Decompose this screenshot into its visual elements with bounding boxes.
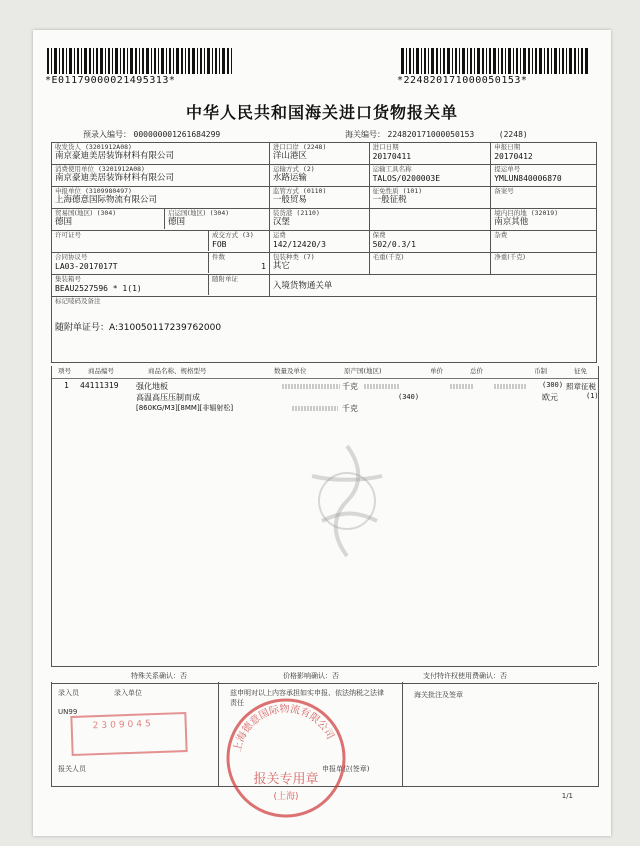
terms-code: (3) bbox=[242, 231, 254, 239]
origin-label: 启运国(地区) bbox=[168, 209, 206, 217]
goods-hs-code: 44111319 bbox=[80, 381, 119, 390]
record-label: 备案号 bbox=[494, 187, 514, 195]
net-label: 净重(千克) bbox=[494, 253, 526, 261]
dest-code: (32019) bbox=[530, 209, 559, 217]
redacted-quantity-2 bbox=[292, 406, 338, 411]
tax-label: 征免性质 bbox=[372, 187, 399, 195]
barcode-right-bars bbox=[401, 48, 589, 74]
customs-number bbox=[345, 129, 528, 140]
goods-exempt: 照章征税 bbox=[566, 382, 596, 391]
barcode-left-text: *E01179000021495313* bbox=[45, 75, 176, 86]
preentry-number bbox=[83, 129, 220, 140]
cell-bl bbox=[491, 165, 597, 187]
cell-empty bbox=[369, 209, 491, 231]
supervision-value: 一般贸易 bbox=[272, 195, 307, 206]
freight-value: 142/12420/3 bbox=[272, 240, 326, 250]
cell-gross bbox=[369, 253, 491, 275]
unit-stamp-label: 申报单位(签章) bbox=[322, 765, 370, 773]
consignee-value: 南京豪迪美居装饰材料有限公司 bbox=[55, 151, 175, 162]
redacted-quantity-1 bbox=[282, 384, 340, 389]
transport-code: (2) bbox=[302, 165, 315, 173]
redacted-total bbox=[494, 384, 526, 389]
cell-dest bbox=[491, 209, 597, 231]
special-relation: 特殊关系确认：否 bbox=[131, 672, 187, 680]
customs-number-label: 海关编号： bbox=[345, 130, 385, 139]
declare-date-value: 20170412 bbox=[494, 152, 533, 162]
freight-label: 运费 bbox=[272, 231, 286, 239]
svg-text:报关专用章: 报关专用章 bbox=[253, 772, 319, 787]
consignee-label: 收发货人 bbox=[55, 143, 81, 151]
attached-doc-number: 随附单证号：A:310050117239762000 bbox=[55, 323, 222, 334]
row-consignee bbox=[52, 143, 597, 165]
package-code: (7) bbox=[302, 253, 315, 261]
row-marks bbox=[52, 297, 597, 363]
document-title: 中华人民共和国海关进口货物报关单 bbox=[185, 103, 458, 122]
license-label: 许可证号 bbox=[55, 231, 81, 239]
cell-transit bbox=[269, 209, 369, 231]
transit-label: 装货港 bbox=[272, 209, 293, 217]
marks-label: 标记唛码及备注 bbox=[55, 297, 101, 305]
goods-spec-2: [860KG/M3][8MM][非辐射松] bbox=[136, 404, 234, 412]
cell-tax bbox=[369, 187, 491, 209]
insurance-value: 502/0.3/1 bbox=[372, 240, 416, 250]
goods-section bbox=[51, 366, 599, 666]
barcode-right bbox=[401, 48, 589, 74]
cell-container-docs bbox=[52, 275, 270, 297]
customs-code: (2248) bbox=[498, 130, 528, 139]
cell-agent bbox=[52, 187, 270, 209]
vessel-value: TALOS/0200003E bbox=[372, 174, 441, 184]
cell-license bbox=[52, 231, 209, 251]
goods-header-name: 商品名称、规格型号 bbox=[148, 367, 207, 375]
cell-freight bbox=[269, 231, 369, 253]
cell-transport bbox=[269, 165, 369, 187]
goods-header-total: 总价 bbox=[470, 367, 483, 375]
cell-consignee bbox=[52, 143, 270, 165]
import-date-value: 20170411 bbox=[372, 152, 412, 162]
port-code: (2248) bbox=[302, 143, 327, 151]
cell-import-date bbox=[369, 143, 491, 165]
terms-label: 成交方式 bbox=[212, 231, 238, 239]
supervision-label: 监管方式 bbox=[272, 187, 299, 195]
cell-misc bbox=[491, 231, 597, 253]
pieces-value: 1 bbox=[261, 262, 266, 272]
barcode-left bbox=[47, 48, 235, 74]
customs-number-value: 224820171000050153 bbox=[387, 130, 475, 139]
preentry-label: 预录入编号： bbox=[83, 130, 131, 139]
goods-item-no: 1 bbox=[64, 381, 69, 390]
declare-date-label: 申报日期 bbox=[494, 143, 521, 151]
consignee-code: (3201912A08) bbox=[85, 143, 132, 151]
origin-code: (304) bbox=[209, 209, 230, 217]
price-impact: 价格影响确认：否 bbox=[283, 672, 339, 680]
contract-label: 合同协议号 bbox=[55, 253, 88, 261]
container-label: 集装箱号 bbox=[55, 275, 81, 283]
page-number: 1/1 bbox=[561, 792, 573, 800]
port-label: 进口口岸 bbox=[272, 143, 299, 151]
user-label: 消费使用单位 bbox=[55, 165, 94, 173]
trade-country-code: (304) bbox=[96, 209, 117, 217]
cell-pieces bbox=[209, 253, 269, 273]
port-value: 洋山港区 bbox=[272, 151, 307, 162]
cell-contract-pieces bbox=[52, 253, 270, 275]
cell-trade-country bbox=[52, 209, 165, 229]
tax-value: 一般征税 bbox=[372, 195, 407, 206]
redacted-country bbox=[364, 384, 400, 389]
bl-value: YMLUN840006870 bbox=[494, 174, 562, 184]
goods-header-item: 项号 bbox=[58, 367, 71, 375]
goods-currency: 欧元 bbox=[542, 393, 558, 402]
goods-name: 强化地板 bbox=[136, 382, 168, 391]
customs-broker-seal bbox=[223, 695, 349, 821]
row-user bbox=[52, 165, 597, 187]
row-contract bbox=[52, 253, 597, 275]
entry-code: UN99 bbox=[58, 708, 78, 716]
goods-exempt-code: (1) bbox=[586, 392, 599, 400]
cell-docs-label bbox=[209, 275, 241, 295]
tax-code: (101) bbox=[402, 187, 423, 195]
bl-label: 提运单号 bbox=[494, 165, 521, 173]
cell-container bbox=[52, 275, 209, 295]
declaration-page bbox=[33, 30, 611, 836]
dest-label: 境内目的地 bbox=[494, 209, 527, 217]
origin-value: 德国 bbox=[168, 217, 186, 228]
package-value: 其它 bbox=[272, 261, 290, 272]
terms-value: FOB bbox=[212, 240, 227, 250]
goods-header-qty: 数量及单位 bbox=[274, 367, 307, 375]
entry-unit-stamp-text: 2309045 bbox=[92, 719, 154, 732]
cell-docs-value bbox=[269, 275, 596, 297]
cell-declare-date bbox=[491, 143, 597, 165]
insurance-label: 保费 bbox=[372, 231, 386, 239]
cell-contract bbox=[52, 253, 209, 273]
cell-package bbox=[269, 253, 369, 275]
row-country bbox=[52, 209, 597, 231]
transit-value: 汉堡 bbox=[272, 217, 290, 228]
cell-net bbox=[491, 253, 597, 275]
cell-origin bbox=[165, 209, 232, 229]
declarer-label: 报关人员 bbox=[58, 765, 86, 773]
pieces-label: 件数 bbox=[212, 253, 225, 261]
misc-label: 杂费 bbox=[494, 231, 508, 239]
goods-country-code: (340) bbox=[398, 393, 420, 401]
header-fields-table bbox=[51, 142, 597, 363]
supervision-code: (0110) bbox=[302, 187, 327, 195]
goods-header-country: 原产国(地区) bbox=[344, 367, 382, 375]
goods-unit-2: 千克 bbox=[342, 404, 358, 413]
goods-currency-code: (300) bbox=[542, 381, 564, 389]
cell-terms bbox=[209, 231, 257, 251]
vessel-label: 运输工具名称 bbox=[372, 165, 412, 173]
transport-label: 运输方式 bbox=[272, 165, 299, 173]
import-date-label: 进口日期 bbox=[372, 143, 399, 151]
entry-unit-stamp bbox=[70, 712, 187, 756]
barcode-right-text: *224820171000050153* bbox=[397, 75, 528, 86]
cell-trade-origin bbox=[52, 209, 270, 231]
cell-license-terms bbox=[52, 231, 270, 253]
goods-header-hs: 商品编号 bbox=[88, 367, 114, 375]
cell-vessel bbox=[369, 165, 491, 187]
row-container bbox=[52, 275, 597, 297]
package-label: 包装种类 bbox=[272, 253, 299, 261]
entry-person-label: 录入员 bbox=[58, 689, 79, 697]
declaration-statement: 兹申明对以上内容承担如实申报、依法纳税之法律责任 bbox=[230, 689, 384, 707]
agent-code: (3109980497) bbox=[85, 187, 132, 195]
customs-remark-label: 海关批注及签章 bbox=[414, 691, 463, 699]
trade-country-value: 德国 bbox=[55, 217, 73, 228]
row-license bbox=[52, 231, 597, 253]
contract-value: LA03-2017017T bbox=[55, 262, 118, 272]
watermark-emblem bbox=[272, 426, 422, 576]
divider-2 bbox=[402, 682, 403, 786]
dest-value: 南京其他 bbox=[494, 217, 529, 228]
agent-label: 申报单位 bbox=[55, 187, 81, 195]
goods-spec-1: 高温高压压制而成 bbox=[136, 393, 200, 402]
goods-header-unit-price: 单价 bbox=[430, 367, 443, 375]
cell-record bbox=[491, 187, 597, 209]
cell-port bbox=[269, 143, 369, 165]
transit-code: (2110) bbox=[296, 209, 320, 217]
container-value: BEAU2527596 * 1(1) bbox=[55, 284, 142, 294]
svg-text:上海德意国际物流有限公司: 上海德意国际物流有限公司 bbox=[232, 703, 336, 753]
redacted-unit-price bbox=[450, 384, 474, 389]
cell-supervision bbox=[269, 187, 369, 209]
trade-country-label: 贸易国(地区) bbox=[55, 209, 93, 217]
user-value: 南京豪迪美居装饰材料有限公司 bbox=[55, 173, 175, 184]
agent-value: 上海德意国际物流有限公司 bbox=[55, 195, 158, 206]
cell-user bbox=[52, 165, 270, 187]
barcode-left-bars bbox=[47, 48, 235, 74]
transport-value: 水路运输 bbox=[272, 173, 307, 184]
entry-unit-label: 录入单位 bbox=[114, 689, 142, 697]
goods-header bbox=[52, 366, 598, 379]
gross-label: 毛重(千克) bbox=[372, 253, 404, 261]
docs-value: 入境货物通关单 bbox=[272, 281, 333, 291]
cell-insurance bbox=[369, 231, 491, 253]
cell-marks bbox=[52, 297, 597, 363]
user-code: (3201912A08) bbox=[98, 165, 145, 173]
goods-header-exempt: 征免 bbox=[574, 367, 587, 375]
goods-unit-1: 千克 bbox=[342, 382, 358, 391]
divider-1 bbox=[218, 682, 219, 786]
row-agent bbox=[52, 187, 597, 209]
goods-header-currency: 币制 bbox=[534, 367, 547, 375]
docs-label: 随附单证 bbox=[212, 275, 238, 283]
royalty-payment: 支付特许权使用费确认：否 bbox=[423, 672, 507, 680]
svg-text:(上海): (上海) bbox=[273, 792, 299, 802]
preentry-value: 000000001261684299 bbox=[133, 130, 221, 139]
